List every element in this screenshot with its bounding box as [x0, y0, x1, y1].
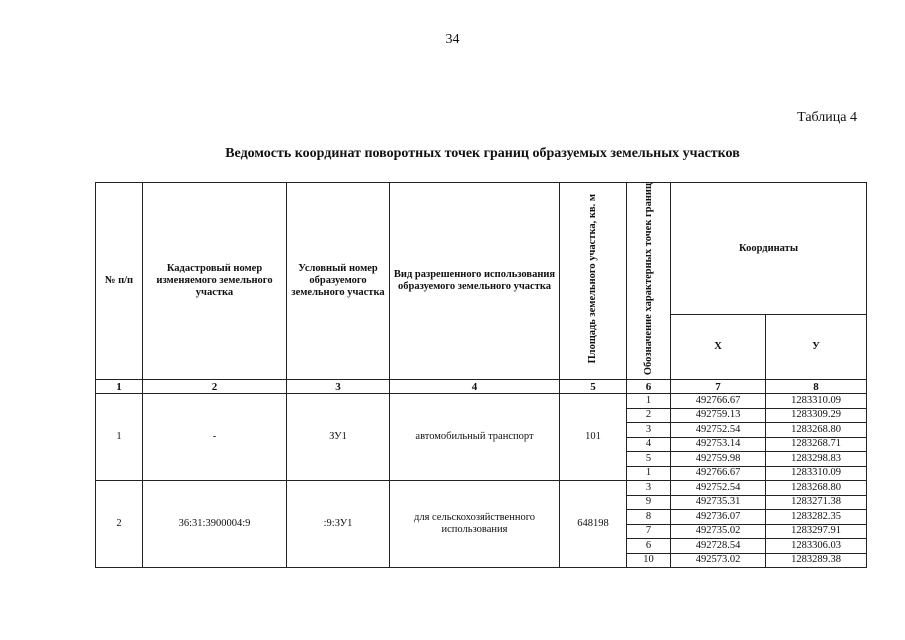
point-x: 492735.31 [671, 495, 766, 510]
point-y: 1283268.80 [766, 481, 867, 496]
point-y: 1283310.09 [766, 394, 867, 409]
table-row [96, 394, 867, 409]
point-y: 1283298.83 [766, 452, 867, 467]
parcel-usage: для сельскохозяйственного использования [390, 481, 560, 568]
point-y: 1283282.35 [766, 510, 867, 525]
parcel-conditional: ЗУ1 [287, 394, 390, 481]
point-label: 10 [627, 553, 671, 568]
point-y: 1283306.03 [766, 539, 867, 554]
point-label: 6 [627, 539, 671, 554]
page-number: 34 [445, 32, 460, 47]
parcel-area: 101 [560, 394, 627, 481]
point-label: 1 [627, 394, 671, 409]
parcel-conditional: :9:ЗУ1 [287, 481, 390, 568]
header-cadastral: Кадастровый номер изменяемого земельного участка [143, 183, 287, 380]
point-y: 1283310.09 [766, 466, 867, 481]
column-number: 6 [627, 380, 671, 394]
point-x: 492759.13 [671, 408, 766, 423]
point-y: 1283271.38 [766, 495, 867, 510]
table-label: Таблица 4 [797, 110, 857, 125]
header-conditional: Условный номер образуемого земельного участка [287, 183, 390, 380]
point-x: 492766.67 [671, 394, 766, 409]
parcel-num: 2 [96, 481, 143, 568]
column-number: 1 [96, 380, 143, 394]
point-x: 492728.54 [671, 539, 766, 554]
coordinates-table [95, 182, 867, 568]
column-number: 2 [143, 380, 287, 394]
table-row [96, 481, 867, 496]
header-area-cell [560, 183, 627, 380]
header-point-label: Обозначение характерных точек границ [642, 183, 654, 376]
point-label: 8 [627, 510, 671, 525]
point-label: 3 [627, 423, 671, 438]
header-num: № п/п [96, 183, 143, 380]
parcel-num: 1 [96, 394, 143, 481]
point-label: 5 [627, 452, 671, 467]
point-label: 9 [627, 495, 671, 510]
header-coords: Координаты [671, 183, 867, 315]
parcel-cadastral: - [143, 394, 287, 481]
point-x: 492752.54 [671, 481, 766, 496]
parcel-usage: автомобильный транспорт [390, 394, 560, 481]
point-x: 492752.54 [671, 423, 766, 438]
column-number: 4 [390, 380, 560, 394]
point-label: 7 [627, 524, 671, 539]
parcel-area: 648198 [560, 481, 627, 568]
header-point-cell [627, 183, 671, 380]
point-x: 492766.67 [671, 466, 766, 481]
parcel-cadastral: 36:31:3900004:9 [143, 481, 287, 568]
point-x: 492735.02 [671, 524, 766, 539]
point-y: 1283297.91 [766, 524, 867, 539]
point-label: 1 [627, 466, 671, 481]
header-x: Х [671, 315, 766, 380]
point-label: 3 [627, 481, 671, 496]
header-area: Площадь земельного участка, кв. м [587, 194, 598, 364]
point-label: 2 [627, 408, 671, 423]
point-x: 492573.02 [671, 553, 766, 568]
point-y: 1283289.38 [766, 553, 867, 568]
header-y: У [766, 315, 867, 380]
column-number: 8 [766, 380, 867, 394]
point-y: 1283268.71 [766, 437, 867, 452]
document-title: Ведомость координат поворотных точек границ образуемых земельных участков [225, 146, 740, 161]
header-usage: Вид разрешенного использования образуемого земельного участка [390, 183, 560, 380]
point-x: 492759.98 [671, 452, 766, 467]
point-label: 4 [627, 437, 671, 452]
point-y: 1283268.80 [766, 423, 867, 438]
point-x: 492753.14 [671, 437, 766, 452]
column-number: 5 [560, 380, 627, 394]
point-x: 492736.07 [671, 510, 766, 525]
point-y: 1283309.29 [766, 408, 867, 423]
column-number: 7 [671, 380, 766, 394]
column-number: 3 [287, 380, 390, 394]
